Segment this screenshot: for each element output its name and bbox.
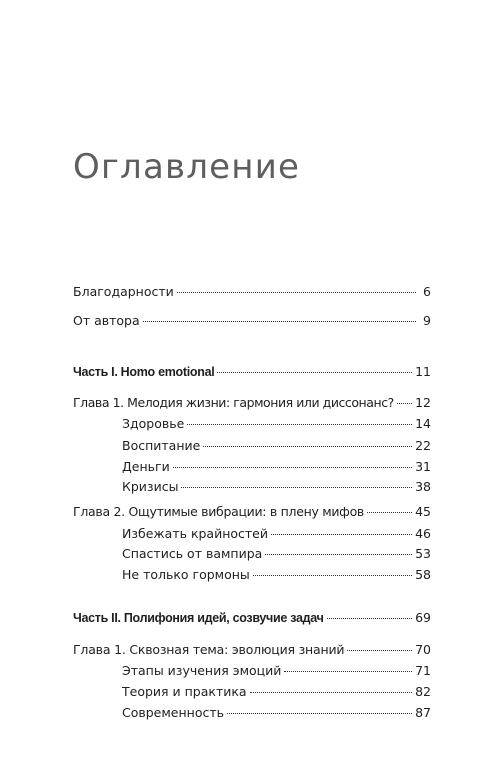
toc-entry-title: Глава 2. Ощутимые вибрации: в плену мифов [73, 504, 364, 519]
toc-entry-health[interactable] [122, 414, 431, 434]
toc-entry-chapter-1[interactable] [73, 393, 431, 413]
page-title: Оглавление [73, 147, 301, 187]
toc-entry-page: 53 [415, 546, 431, 561]
toc-entry-not-only-hormones[interactable] [122, 565, 431, 585]
toc-entry-acknowledgements[interactable] [73, 282, 431, 302]
toc-entry-page: 11 [415, 364, 431, 379]
dot-leader [177, 292, 416, 293]
toc-entry-chapter-2[interactable] [73, 502, 431, 522]
toc-entry-page: 45 [415, 504, 431, 519]
dot-leader [367, 512, 412, 513]
toc-entry-money[interactable] [122, 457, 431, 477]
dot-leader [347, 650, 412, 651]
toc-entry-title: Часть I. Homo emotional [73, 365, 215, 379]
toc-entry-title: Деньги [122, 459, 170, 474]
toc-entry-page: 12 [415, 395, 431, 410]
toc-entry-title: Спастись от вампира [122, 546, 263, 561]
toc-entry-page: 6 [423, 284, 431, 299]
toc-entry-page: 22 [415, 438, 431, 453]
toc-entry-title: Благодарности [73, 284, 174, 299]
dot-leader [217, 372, 412, 373]
toc-entry-part-1[interactable] [73, 362, 431, 382]
dot-leader [143, 321, 416, 322]
toc-entry-modernity[interactable] [122, 703, 431, 723]
toc-entry-page: 14 [415, 416, 431, 431]
toc-entry-title: Современность [122, 705, 225, 720]
dot-leader [187, 424, 412, 425]
toc-entry-avoid-extremes[interactable] [122, 524, 431, 544]
dot-leader [327, 618, 413, 619]
toc-entry-page: 82 [415, 684, 431, 699]
dot-leader [284, 671, 412, 672]
toc-entry-page: 9 [423, 313, 431, 328]
toc-entry-title: Здоровье [122, 416, 185, 431]
toc-entry-page: 70 [415, 642, 431, 657]
toc-entry-part-2[interactable] [73, 608, 431, 628]
dot-leader [265, 554, 412, 555]
dot-leader [227, 713, 412, 714]
toc-entry-page: 58 [415, 567, 431, 582]
toc-entry-title: Избежать крайностей [122, 526, 268, 541]
toc-entry-escape-vampire[interactable] [122, 544, 431, 564]
toc-entry-title: Воспитание [122, 438, 201, 453]
toc-entry-page: 87 [415, 705, 431, 720]
toc-entry-page: 69 [415, 610, 431, 625]
dot-leader [250, 692, 413, 693]
toc-entry-title: Глава 1. Мелодия жизни: гармония или диссонанс? [73, 395, 394, 410]
toc-entry-upbringing[interactable] [122, 436, 431, 456]
toc-entry-crises[interactable] [122, 477, 431, 497]
toc-entry-title: От автора [73, 313, 140, 328]
toc-entry-page: 31 [415, 459, 431, 474]
dot-leader [253, 575, 412, 576]
dot-leader [397, 403, 412, 404]
toc-entry-stages-of-study[interactable] [122, 661, 431, 681]
toc-entry-title: Этапы изучения эмоций [122, 663, 282, 678]
toc-entry-page: 71 [415, 663, 431, 678]
toc-entry-title: Не только гормоны [122, 567, 250, 582]
toc-entry-title: Глава 1. Сквозная тема: эволюция знаний [73, 642, 345, 657]
toc-entry-title: Часть II. Полифония идей, созвучие задач [73, 611, 324, 625]
toc-entry-theory-practice[interactable] [122, 682, 431, 702]
toc-entry-from-author[interactable] [73, 311, 431, 331]
toc-entry-chapter-1-part-2[interactable] [73, 640, 431, 660]
toc-entry-title: Теория и практика [122, 684, 247, 699]
dot-leader [181, 487, 412, 488]
dot-leader [203, 446, 412, 447]
dot-leader [173, 467, 412, 468]
toc-entry-title: Кризисы [122, 479, 179, 494]
toc-entry-page: 38 [415, 479, 431, 494]
dot-leader [271, 534, 412, 535]
toc-entry-page: 46 [415, 526, 431, 541]
